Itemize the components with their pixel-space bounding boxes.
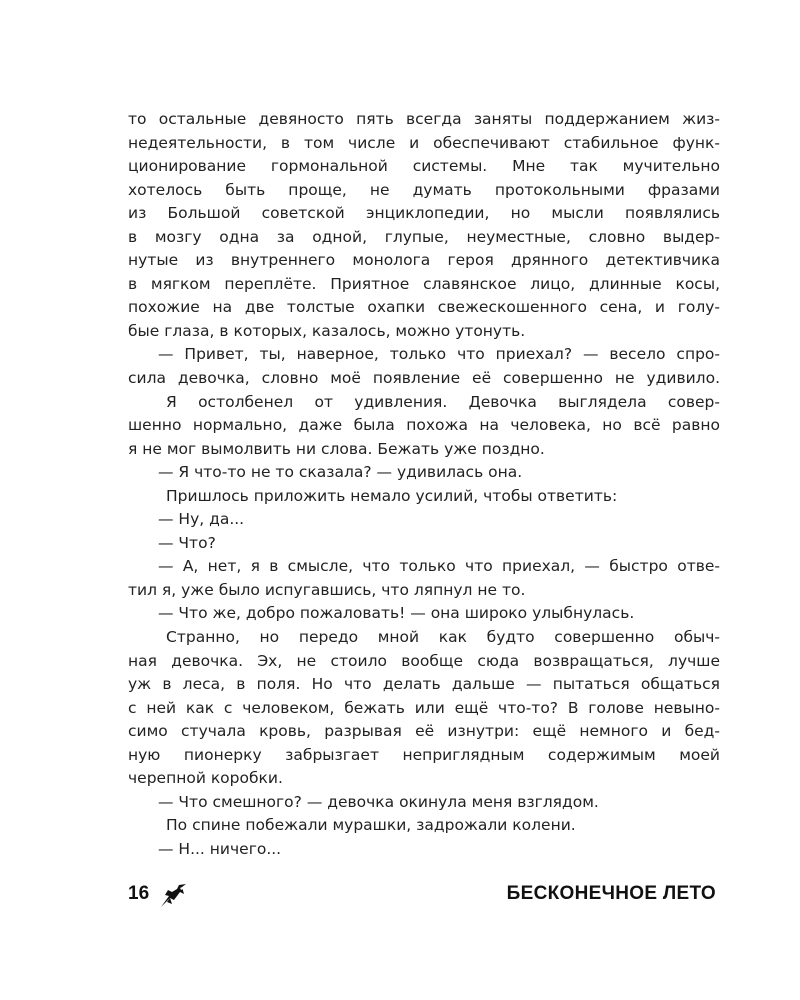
- page-footer: [128, 878, 720, 910]
- text-line: шенно нормально, даже была похожа на человека, но всё равно: [128, 416, 720, 435]
- text-line: — Ну, да...: [158, 510, 245, 529]
- text-line: ционирование гормональной системы. Мне так мучительно: [128, 157, 720, 176]
- text-line: недеятельности, в том числе и обеспечивают стабильное функ-: [128, 133, 720, 152]
- text-line: — Привет, ты, наверное, только что приехал? — весело спро-: [158, 345, 720, 364]
- text-line: Я остолбенел от удивления. Девочка выглядела совер-: [166, 392, 720, 411]
- text-line: то остальные девяносто пять всегда заняты поддержанием жиз-: [128, 110, 720, 128]
- text-line: — Что смешного? — девочка окинула меня взглядом.: [158, 792, 599, 811]
- text-line: хотелось быть проще, не думать протокольными фразами: [128, 180, 720, 199]
- text-line: ная девочка. Эх, не стоило вообще сюда возвращаться, лучше: [128, 651, 720, 670]
- text-line: нутые из внутреннего монолога героя дрянного детективчика: [128, 251, 720, 270]
- text-line: сила девочка, словно моё появление её совершенно не удивило.: [128, 369, 720, 388]
- text-line: в мозгу одна за одной, глупые, неуместные, словно выдер-: [128, 227, 720, 246]
- book-title: БЕСКОНЕЧНОЕ ЛЕТО: [506, 883, 716, 904]
- text-line: я не мог вымолвить ни слова. Бежать уже поздно.: [128, 439, 545, 458]
- text-line: Пришлось приложить немало усилий, чтобы ответить:: [166, 486, 618, 505]
- text-line: из Большой советской энциклопедии, но мысли появлялись: [128, 204, 720, 223]
- text-line: черепной коробки.: [128, 769, 283, 788]
- text-line: симо стучала кровь, разрывая её изнутри: ещё немного и бед-: [128, 722, 720, 741]
- text-line: — Что же, добро пожаловать! — она широко улыбнулась.: [158, 604, 635, 623]
- mascot-logo-icon: [158, 880, 188, 910]
- text-line: Странно, но передо мной как будто совершенно обыч-: [166, 628, 720, 647]
- text-line: тил я, уже было испугавшись, что ляпнул не то.: [128, 580, 526, 599]
- text-line: — Н... ничего...: [158, 839, 282, 858]
- text-line: — А, нет, я в смысле, что только что приехал, — быстро отве-: [158, 557, 720, 576]
- text-line: ную пионерку забрызгает неприглядным содержимым моей: [128, 745, 720, 764]
- text-line: с ней как с человеком, бежать или ещё что-то? В голове невыно-: [128, 698, 720, 717]
- page-body-text: [128, 108, 720, 862]
- text-line: похожие на две толстые охапки свежескошенного сена, и голу-: [128, 298, 720, 317]
- text-line: — Что?: [158, 533, 216, 552]
- text-line: По спине побежали мурашки, задрожали колени.: [166, 816, 576, 835]
- text-line: уж в леса, в поля. Но что делать дальше — пытаться общаться: [128, 675, 720, 694]
- text-line: — Я что-то не то сказала? — удивилась она.: [158, 463, 523, 482]
- page-number: 16: [128, 883, 150, 904]
- text-line: в мягком переплёте. Приятное славянское лицо, длинные косы,: [128, 274, 720, 293]
- text-line: бые глаза, в которых, казалось, можно утонуть.: [128, 321, 526, 340]
